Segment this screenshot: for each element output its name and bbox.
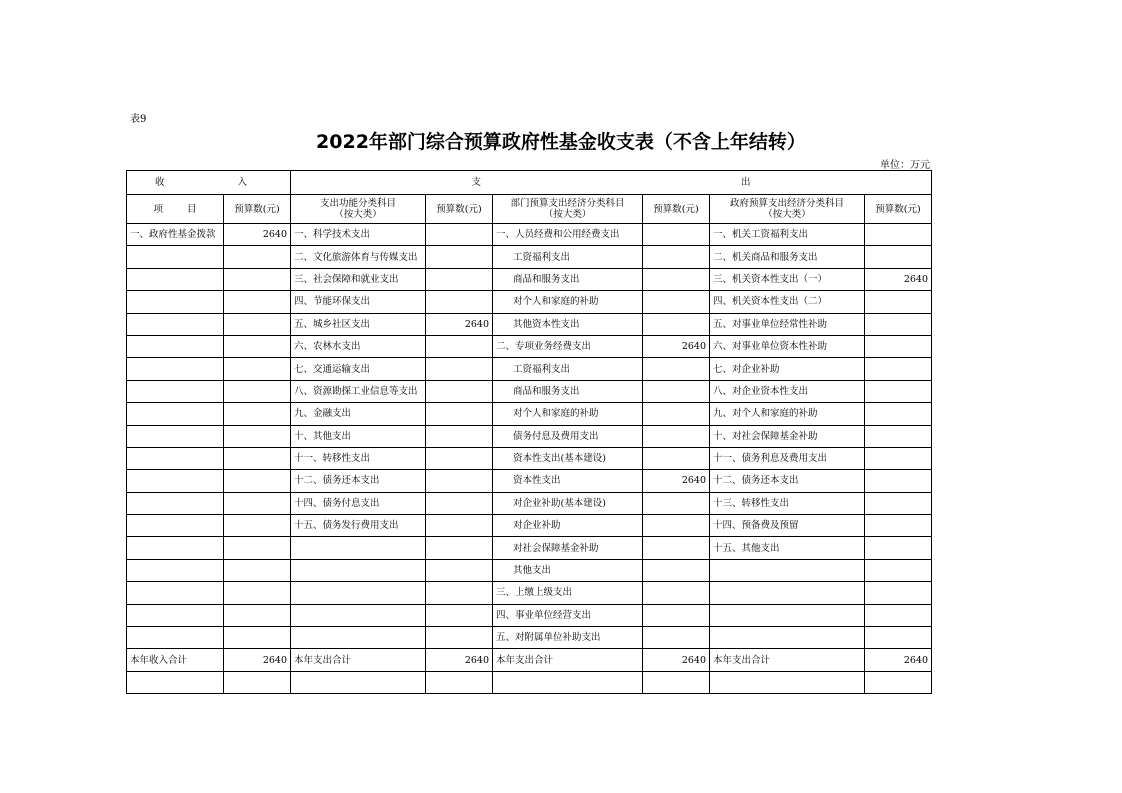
gov-amount-cell (865, 582, 932, 604)
gov-amount-cell (865, 246, 932, 268)
dept-amount-cell (643, 358, 710, 380)
gov-econ-cell: 本年支出合计 (710, 649, 865, 671)
func-class-cell: 九、金融支出 (291, 403, 426, 425)
dept-amount-cell: 2640 (643, 649, 710, 671)
dept-amount-cell (643, 380, 710, 402)
income-item-cell: 本年收入合计 (127, 649, 224, 671)
dept-amount-cell (643, 291, 710, 313)
income-item-cell (127, 425, 224, 447)
income-amount-cell (224, 515, 291, 537)
page-title: 2022年部门综合预算政府性基金收支表（不含上年结转） (316, 131, 806, 153)
income-amount-cell (224, 537, 291, 559)
func-class-cell (291, 604, 426, 626)
income-amount-cell (224, 313, 291, 335)
gov-amount-cell (865, 380, 932, 402)
dept-econ-cell: 四、事业单位经营支出 (493, 604, 643, 626)
table-row (127, 425, 932, 447)
income-item-cell (127, 627, 224, 649)
gov-amount-cell: 2640 (865, 268, 932, 290)
unit-label: 单位：万元 (880, 160, 930, 171)
func-class-cell: 四、节能环保支出 (291, 291, 426, 313)
income-item-cell (127, 671, 224, 693)
dept-econ-cell: 其他支出 (493, 559, 643, 581)
dept-econ-cell: 对企业补助 (493, 515, 643, 537)
income-amount-cell (224, 492, 291, 514)
dept-econ-cell: 对个人和家庭的补助 (493, 403, 643, 425)
income-item-cell (127, 268, 224, 290)
income-amount-cell (224, 268, 291, 290)
table-row (127, 313, 932, 335)
gov-amount-cell (865, 627, 932, 649)
dept-econ-cell: 商品和服务支出 (493, 380, 643, 402)
func-amount-cell (426, 268, 493, 290)
budget-table (126, 170, 932, 694)
func-class-cell (291, 627, 426, 649)
dept-amount-cell (643, 447, 710, 469)
gov-econ-cell (710, 671, 865, 693)
income-amount-cell (224, 470, 291, 492)
gov-econ-cell (710, 559, 865, 581)
gov-econ-cell (710, 604, 865, 626)
table-row (127, 335, 932, 357)
func-amount-cell (426, 335, 493, 357)
income-item-cell (127, 380, 224, 402)
income-amount-cell (224, 604, 291, 626)
func-amount-cell (426, 515, 493, 537)
income-amount-cell (224, 582, 291, 604)
dept-amount-cell (643, 403, 710, 425)
table-row (127, 246, 932, 268)
func-amount-cell (426, 627, 493, 649)
func-class-cell: 十五、债务发行费用支出 (291, 515, 426, 537)
table-row (127, 537, 932, 559)
gov-econ-cell: 十三、转移性支出 (710, 492, 865, 514)
gov-econ-cell: 八、对企业资本性支出 (710, 380, 865, 402)
dept-amount-cell (643, 671, 710, 693)
gov-econ-cell: 十二、债务还本支出 (710, 470, 865, 492)
dept-econ-cell: 五、对附属单位补助支出 (493, 627, 643, 649)
dept-econ-cell: 资本性支出(基本建设) (493, 447, 643, 469)
gov-amount-cell: 2640 (865, 649, 932, 671)
income-amount-cell (224, 671, 291, 693)
table-row (127, 470, 932, 492)
dept-econ-cell: 对个人和家庭的补助 (493, 291, 643, 313)
table-label: 表9 (130, 114, 147, 125)
func-amount-cell (426, 492, 493, 514)
func-amount-cell: 2640 (426, 649, 493, 671)
dept-econ-cell: 本年支出合计 (493, 649, 643, 671)
gov-amount-cell (865, 492, 932, 514)
func-amount-cell (426, 403, 493, 425)
gov-econ-cell: 七、对企业补助 (710, 358, 865, 380)
func-class-cell (291, 671, 426, 693)
dept-econ-cell (493, 671, 643, 693)
gov-econ-cell: 十、对社会保障基金补助 (710, 425, 865, 447)
income-item-cell (127, 492, 224, 514)
func-amount-cell (426, 447, 493, 469)
income-item-cell (127, 335, 224, 357)
income-item-cell: 一、政府性基金拨款 (127, 224, 224, 246)
table-row (127, 671, 932, 693)
dept-amount-cell (643, 604, 710, 626)
income-amount-cell (224, 627, 291, 649)
gov-econ-cell (710, 582, 865, 604)
gov-econ-header: 政府预算支出经济分类科目 （按大类） (710, 195, 865, 224)
income-item-cell (127, 470, 224, 492)
func-class-header: 支出功能分类科目 （按大类） (291, 195, 426, 224)
dept-econ-cell: 债务付息及费用支出 (493, 425, 643, 447)
table-row (127, 515, 932, 537)
func-class-cell (291, 537, 426, 559)
table-row (127, 492, 932, 514)
budget-num-header: 预算数(元) (426, 195, 493, 224)
func-amount-cell (426, 425, 493, 447)
gov-econ-cell (710, 627, 865, 649)
income-item-cell (127, 358, 224, 380)
func-class-cell: 十四、债务付息支出 (291, 492, 426, 514)
func-amount-cell (426, 224, 493, 246)
func-class-cell: 十、其他支出 (291, 425, 426, 447)
dept-econ-cell: 其他资本性支出 (493, 313, 643, 335)
gov-amount-cell (865, 224, 932, 246)
dept-amount-cell (643, 246, 710, 268)
gov-econ-cell: 二、机关商品和服务支出 (710, 246, 865, 268)
func-amount-cell (426, 380, 493, 402)
gov-amount-cell (865, 358, 932, 380)
income-item-cell (127, 447, 224, 469)
gov-amount-cell (865, 425, 932, 447)
gov-amount-cell (865, 313, 932, 335)
func-amount-cell (426, 604, 493, 626)
expense-header: 支 出 (291, 171, 932, 195)
dept-econ-cell: 一、人员经费和公用经费支出 (493, 224, 643, 246)
budget-num-header: 预算数(元) (643, 195, 710, 224)
dept-amount-cell (643, 425, 710, 447)
table-row (127, 358, 932, 380)
func-class-cell: 本年支出合计 (291, 649, 426, 671)
income-item-cell (127, 313, 224, 335)
income-item-cell (127, 537, 224, 559)
func-class-cell: 八、资源勘探工业信息等支出 (291, 380, 426, 402)
dept-econ-cell: 资本性支出 (493, 470, 643, 492)
gov-amount-cell (865, 403, 932, 425)
func-class-cell: 二、文化旅游体育与传媒支出 (291, 246, 426, 268)
func-class-cell: 一、科学技术支出 (291, 224, 426, 246)
dept-amount-cell (643, 313, 710, 335)
gov-amount-cell (865, 671, 932, 693)
income-amount-cell (224, 559, 291, 581)
dept-econ-header: 部门预算支出经济分类科目 （按大类） (493, 195, 643, 224)
func-class-cell: 五、城乡社区支出 (291, 313, 426, 335)
dept-amount-cell (643, 582, 710, 604)
dept-amount-cell: 2640 (643, 470, 710, 492)
table-row (127, 403, 932, 425)
item-header: 项 目 (127, 195, 224, 224)
income-header: 收 入 (127, 171, 291, 195)
income-item-cell (127, 403, 224, 425)
gov-amount-cell (865, 335, 932, 357)
table-row (127, 447, 932, 469)
header-row-1 (127, 171, 932, 195)
dept-amount-cell: 2640 (643, 335, 710, 357)
gov-amount-cell (865, 291, 932, 313)
table-row (127, 380, 932, 402)
gov-econ-cell: 三、机关资本性支出（一） (710, 268, 865, 290)
dept-econ-cell: 商品和服务支出 (493, 268, 643, 290)
dept-econ-cell: 二、专项业务经费支出 (493, 335, 643, 357)
table-row (127, 224, 932, 246)
income-item-cell (127, 582, 224, 604)
table-row (127, 604, 932, 626)
gov-econ-cell: 十一、债务利息及费用支出 (710, 447, 865, 469)
income-item-cell (127, 604, 224, 626)
dept-amount-cell (643, 627, 710, 649)
income-item-cell (127, 515, 224, 537)
income-amount-cell (224, 291, 291, 313)
func-class-cell (291, 559, 426, 581)
dept-amount-cell (643, 492, 710, 514)
table-row (127, 627, 932, 649)
total-row (127, 649, 932, 671)
func-amount-cell (426, 671, 493, 693)
income-item-cell (127, 559, 224, 581)
header-row-2 (127, 195, 932, 224)
func-class-cell: 三、社会保障和就业支出 (291, 268, 426, 290)
gov-econ-cell: 六、对事业单位资本性补助 (710, 335, 865, 357)
dept-amount-cell (643, 268, 710, 290)
budget-num-header: 预算数(元) (224, 195, 291, 224)
dept-econ-cell: 工资福利支出 (493, 246, 643, 268)
gov-econ-cell: 十四、预备费及预留 (710, 515, 865, 537)
gov-amount-cell (865, 537, 932, 559)
income-amount-cell (224, 425, 291, 447)
dept-amount-cell (643, 559, 710, 581)
gov-econ-cell: 五、对事业单位经常性补助 (710, 313, 865, 335)
table-row (127, 291, 932, 313)
gov-amount-cell (865, 604, 932, 626)
func-class-cell: 十二、债务还本支出 (291, 470, 426, 492)
income-item-cell (127, 291, 224, 313)
income-amount-cell (224, 358, 291, 380)
income-amount-cell (224, 335, 291, 357)
dept-amount-cell (643, 537, 710, 559)
func-amount-cell: 2640 (426, 313, 493, 335)
dept-amount-cell (643, 515, 710, 537)
dept-econ-cell: 工资福利支出 (493, 358, 643, 380)
gov-econ-cell: 十五、其他支出 (710, 537, 865, 559)
income-amount-cell: 2640 (224, 224, 291, 246)
func-amount-cell (426, 559, 493, 581)
table-row (127, 559, 932, 581)
gov-amount-cell (865, 470, 932, 492)
income-amount-cell (224, 403, 291, 425)
dept-econ-cell: 对企业补助(基本建设) (493, 492, 643, 514)
gov-amount-cell (865, 515, 932, 537)
dept-amount-cell (643, 224, 710, 246)
func-amount-cell (426, 291, 493, 313)
gov-amount-cell (865, 447, 932, 469)
gov-econ-cell: 一、机关工资福利支出 (710, 224, 865, 246)
gov-econ-cell: 四、机关资本性支出（二） (710, 291, 865, 313)
gov-econ-cell: 九、对个人和家庭的补助 (710, 403, 865, 425)
func-amount-cell (426, 582, 493, 604)
budget-num-header: 预算数(元) (865, 195, 932, 224)
income-amount-cell (224, 246, 291, 268)
income-amount-cell (224, 447, 291, 469)
func-class-cell: 六、农林水支出 (291, 335, 426, 357)
income-amount-cell: 2640 (224, 649, 291, 671)
func-class-cell: 七、交通运输支出 (291, 358, 426, 380)
func-amount-cell (426, 358, 493, 380)
table-row (127, 582, 932, 604)
dept-econ-cell: 对社会保障基金补助 (493, 537, 643, 559)
func-amount-cell (426, 246, 493, 268)
func-class-cell: 十一、转移性支出 (291, 447, 426, 469)
func-class-cell (291, 582, 426, 604)
dept-econ-cell: 三、上缴上级支出 (493, 582, 643, 604)
func-amount-cell (426, 537, 493, 559)
func-amount-cell (426, 470, 493, 492)
income-item-cell (127, 246, 224, 268)
table-row (127, 268, 932, 290)
gov-amount-cell (865, 559, 932, 581)
income-amount-cell (224, 380, 291, 402)
